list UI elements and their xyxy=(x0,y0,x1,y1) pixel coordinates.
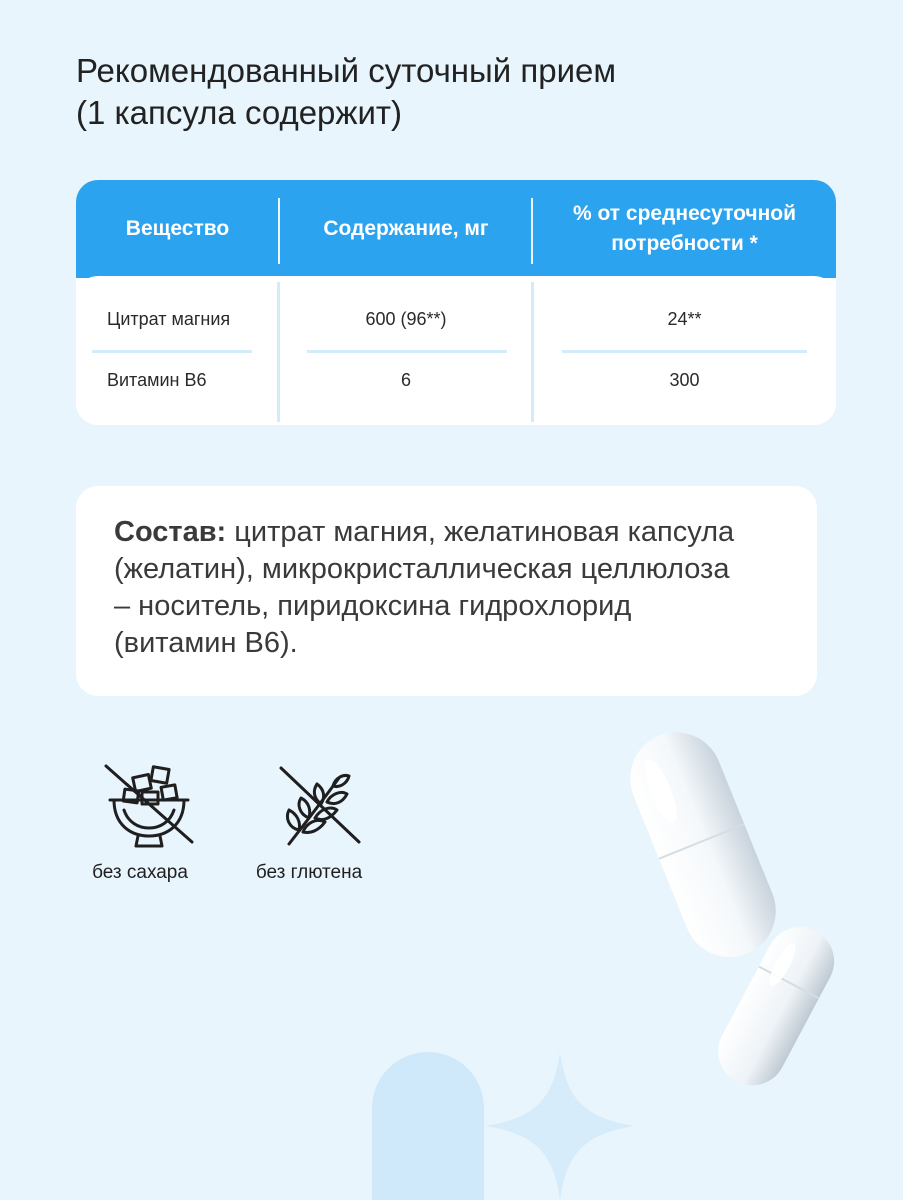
composition-line-1: цитрат магния, желатиновая капсула xyxy=(226,516,735,548)
composition-line-3: – носитель, пиридоксина гидрохлорид xyxy=(114,590,632,622)
table-header xyxy=(76,180,836,278)
cell-content: 600 (96**) xyxy=(365,308,447,329)
composition-line-4: (витамин В6). xyxy=(114,627,298,659)
composition-card xyxy=(76,486,817,696)
capsules-image xyxy=(600,720,900,1100)
header-substance: Вещество xyxy=(125,217,230,240)
header-percent-line-2: потребности * xyxy=(611,232,758,255)
header-percent xyxy=(533,180,836,278)
badge-no-gluten xyxy=(229,762,389,892)
cell-percent: 24** xyxy=(667,308,702,329)
row-divider xyxy=(307,350,507,353)
composition-text xyxy=(114,514,804,662)
row-divider xyxy=(92,350,252,353)
cell-substance: Цитрат магния xyxy=(107,308,231,329)
intake-table xyxy=(76,180,836,425)
composition-label: Состав: xyxy=(114,516,227,548)
cell-content: 6 xyxy=(400,369,411,390)
row-divider xyxy=(562,350,807,353)
decor-arch xyxy=(372,1052,484,1200)
header-percent-line-1: % от среднесуточной xyxy=(572,202,797,225)
header-content: Содержание, мг xyxy=(323,217,489,240)
composition-line-2: (желатин), микрокристаллическая целлюлоза xyxy=(114,553,730,585)
badge-no-gluten-label: без глютена xyxy=(255,862,363,883)
title-line-2: (1 капсула содержит) xyxy=(76,94,403,131)
title-line-1: Рекомендованный суточный прием xyxy=(76,52,617,89)
no-sugar-icon xyxy=(100,762,200,852)
no-gluten-icon xyxy=(269,762,369,852)
page-title xyxy=(76,50,776,134)
cell-substance: Витамин В6 xyxy=(107,369,207,390)
badge-no-sugar xyxy=(60,762,220,892)
cell-percent: 300 xyxy=(669,369,700,390)
badge-no-sugar-label: без сахара xyxy=(92,862,188,883)
decor-star xyxy=(485,1052,635,1200)
